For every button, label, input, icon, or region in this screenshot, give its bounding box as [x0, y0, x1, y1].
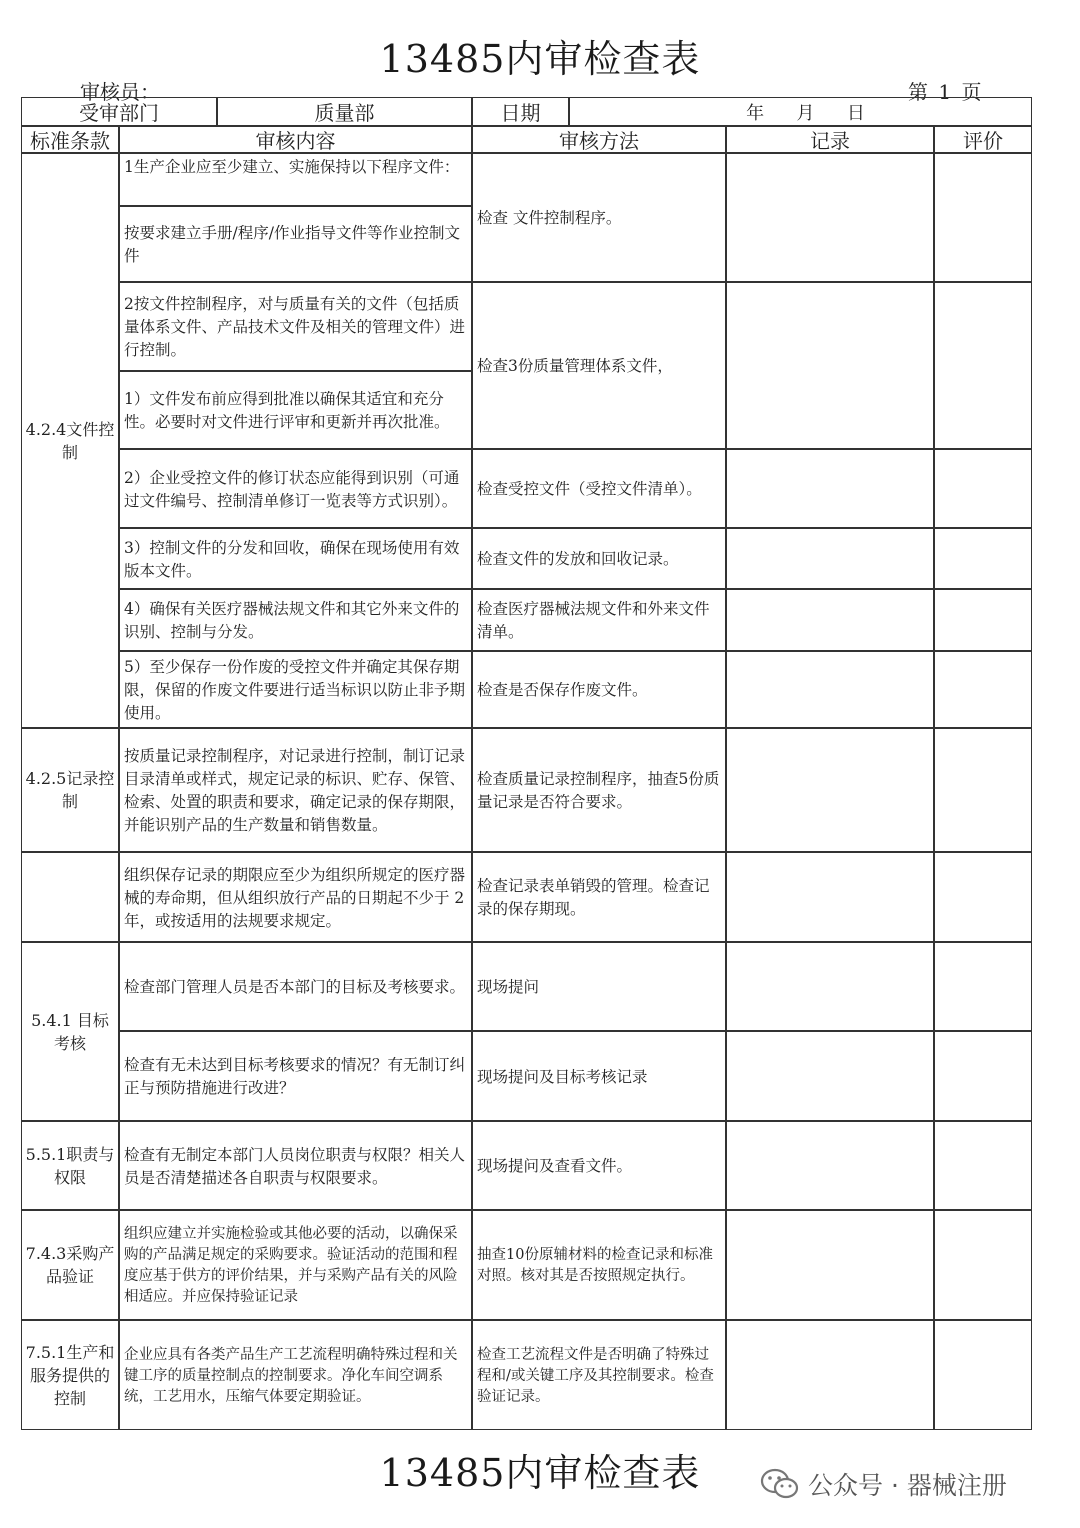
content-cell: 1生产企业应至少建立、实施保持以下程序文件： [119, 153, 472, 206]
evaluation-cell [934, 852, 1032, 942]
evaluation-cell [934, 728, 1032, 852]
wechat-icon [760, 1467, 800, 1501]
content-cell: 按质量记录控制程序，对记录进行控制，制订记录目录清单或样式，规定记录的标识、贮存、保管、检索、处置的职责和要求，确定记录的保存期限，并能识别产品的生产数量和销售数量。 [119, 728, 472, 852]
col-header-method: 审核方法 [472, 126, 726, 153]
content-cell: 检查部门管理人员是否本部门的目标及考核要求。 [119, 942, 472, 1031]
method-cell: 现场提问及查看文件。 [472, 1121, 726, 1210]
date-day: 日 [846, 102, 865, 124]
evaluation-cell [934, 153, 1032, 282]
content-cell: 企业应具有各类产品生产工艺流程明确特殊过程和关键工序的质量控制点的控制要求。净化车间空调系统，工艺用水，压缩气体要定期验证。 [119, 1320, 472, 1430]
content-cell: 1）文件发布前应得到批准以确保其适宜和充分性。必要时对文件进行评审和更新并再次批准。 [119, 371, 472, 449]
clause-cell: 7.4.3采购产品验证 [21, 1210, 119, 1320]
date-field [569, 97, 1032, 126]
method-cell: 检查文件的发放和回收记录。 [472, 528, 726, 589]
content-cell: 按要求建立手册/程序/作业指导文件等作业控制文件 [119, 206, 472, 282]
evaluation-cell [934, 1121, 1032, 1210]
method-cell: 现场提问 [472, 942, 726, 1031]
evaluation-cell [934, 449, 1032, 528]
method-cell: 检查记录表单销毁的管理。检查记录的保存期现。 [472, 852, 726, 942]
evaluation-cell [934, 282, 1032, 449]
evaluation-cell [934, 942, 1032, 1031]
evaluation-cell [934, 1210, 1032, 1320]
evaluation-cell [934, 1320, 1032, 1430]
content-cell: 3）控制文件的分发和回收，确保在现场使用有效版本文件。 [119, 528, 472, 589]
record-cell [726, 728, 934, 852]
content-cell: 4）确保有关医疗器械法规文件和其它外来文件的识别、控制与分发。 [119, 589, 472, 651]
content-cell: 组织保存记录的期限应至少为组织所规定的医疗器械的寿命期，但从组织放行产品的日期起不少于 2 年，或按适用的法规要求规定。 [119, 852, 472, 942]
record-cell [726, 1031, 934, 1121]
dept-label: 受审部门 [21, 97, 217, 126]
record-cell [726, 1210, 934, 1320]
clause-cell: 7.5.1生产和服务提供的控制 [21, 1320, 119, 1430]
record-cell [726, 528, 934, 589]
evaluation-cell [934, 651, 1032, 728]
method-cell: 检查工艺流程文件是否明确了特殊过程和/或关键工序及其控制要求。检查验证记录。 [472, 1320, 726, 1430]
method-cell: 检查医疗器械法规文件和外来文件清单。 [472, 589, 726, 651]
record-cell [726, 282, 934, 449]
content-cell: 检查有无未达到目标考核要求的情况？有无制订纠正与预防措施进行改进？ [119, 1031, 472, 1121]
clause-cell: 5.5.1职责与权限 [21, 1121, 119, 1210]
content-cell: 2）企业受控文件的修订状态应能得到识别（可通过文件编号、控制清单修订一览表等方式识别）。 [119, 449, 472, 528]
method-cell: 检查 文件控制程序。 [472, 153, 726, 282]
method-cell: 检查质量记录控制程序，抽查5份质量记录是否符合要求。 [472, 728, 726, 852]
col-header-clause: 标准条款 [21, 126, 119, 153]
clause-cell [21, 852, 119, 942]
method-cell: 检查受控文件（受控文件清单）。 [472, 449, 726, 528]
content-cell: 检查有无制定本部门人员岗位职责与权限？相关人员是否清楚描述各自职责与权限要求。 [119, 1121, 472, 1210]
method-cell: 检查3份质量管理体系文件， [472, 282, 726, 449]
record-cell [726, 1320, 934, 1430]
method-cell: 检查是否保存作废文件。 [472, 651, 726, 728]
page-number: 第 1 页 [908, 80, 984, 104]
date-year: 年 [746, 102, 765, 124]
content-cell: 组织应建立并实施检验或其他必要的活动，以确保采购的产品满足规定的采购要求。验证活动的范围和程度应基于供方的评价结果，并与采购产品有关的风险相适应。并应保持验证记录 [119, 1210, 472, 1320]
record-cell [726, 651, 934, 728]
page-title-next: 13485内审检查表 [379, 1451, 701, 1495]
record-cell [726, 153, 934, 282]
record-cell [726, 852, 934, 942]
watermark [760, 1466, 1007, 1502]
col-header-record: 记录 [726, 126, 934, 153]
clause-cell: 5.4.1 目标考核 [21, 942, 119, 1121]
evaluation-cell [934, 589, 1032, 651]
col-header-evaluation: 评价 [934, 126, 1032, 153]
evaluation-cell [934, 528, 1032, 589]
content-cell: 2按文件控制程序，对与质量有关的文件（包括质量体系文件、产品技术文件及相关的管理文件）进行控制。 [119, 282, 472, 371]
record-cell [726, 449, 934, 528]
dept-value: 质量部 [217, 97, 472, 126]
auditor-label: 审核员： [80, 80, 160, 104]
clause-cell: 4.2.5记录控制 [21, 728, 119, 852]
content-cell: 5）至少保存一份作废的受控文件并确定其保存期限，保留的作废文件要进行适当标识以防止非予期使用。 [119, 651, 472, 728]
watermark-text: 公众号 · 器械注册 [808, 1471, 1007, 1500]
col-header-content: 审核内容 [119, 126, 472, 153]
clause-cell: 4.2.4文件控制 [21, 153, 119, 728]
record-cell [726, 942, 934, 1031]
date-month: 月 [796, 102, 815, 124]
record-cell [726, 1121, 934, 1210]
date-label: 日期 [472, 97, 569, 126]
method-cell: 抽查10份原辅材料的检查记录和标准对照。核对其是否按照规定执行。 [472, 1210, 726, 1320]
method-cell: 现场提问及目标考核记录 [472, 1031, 726, 1121]
evaluation-cell [934, 1031, 1032, 1121]
page-title: 13485内审检查表 [379, 37, 701, 81]
record-cell [726, 589, 934, 651]
